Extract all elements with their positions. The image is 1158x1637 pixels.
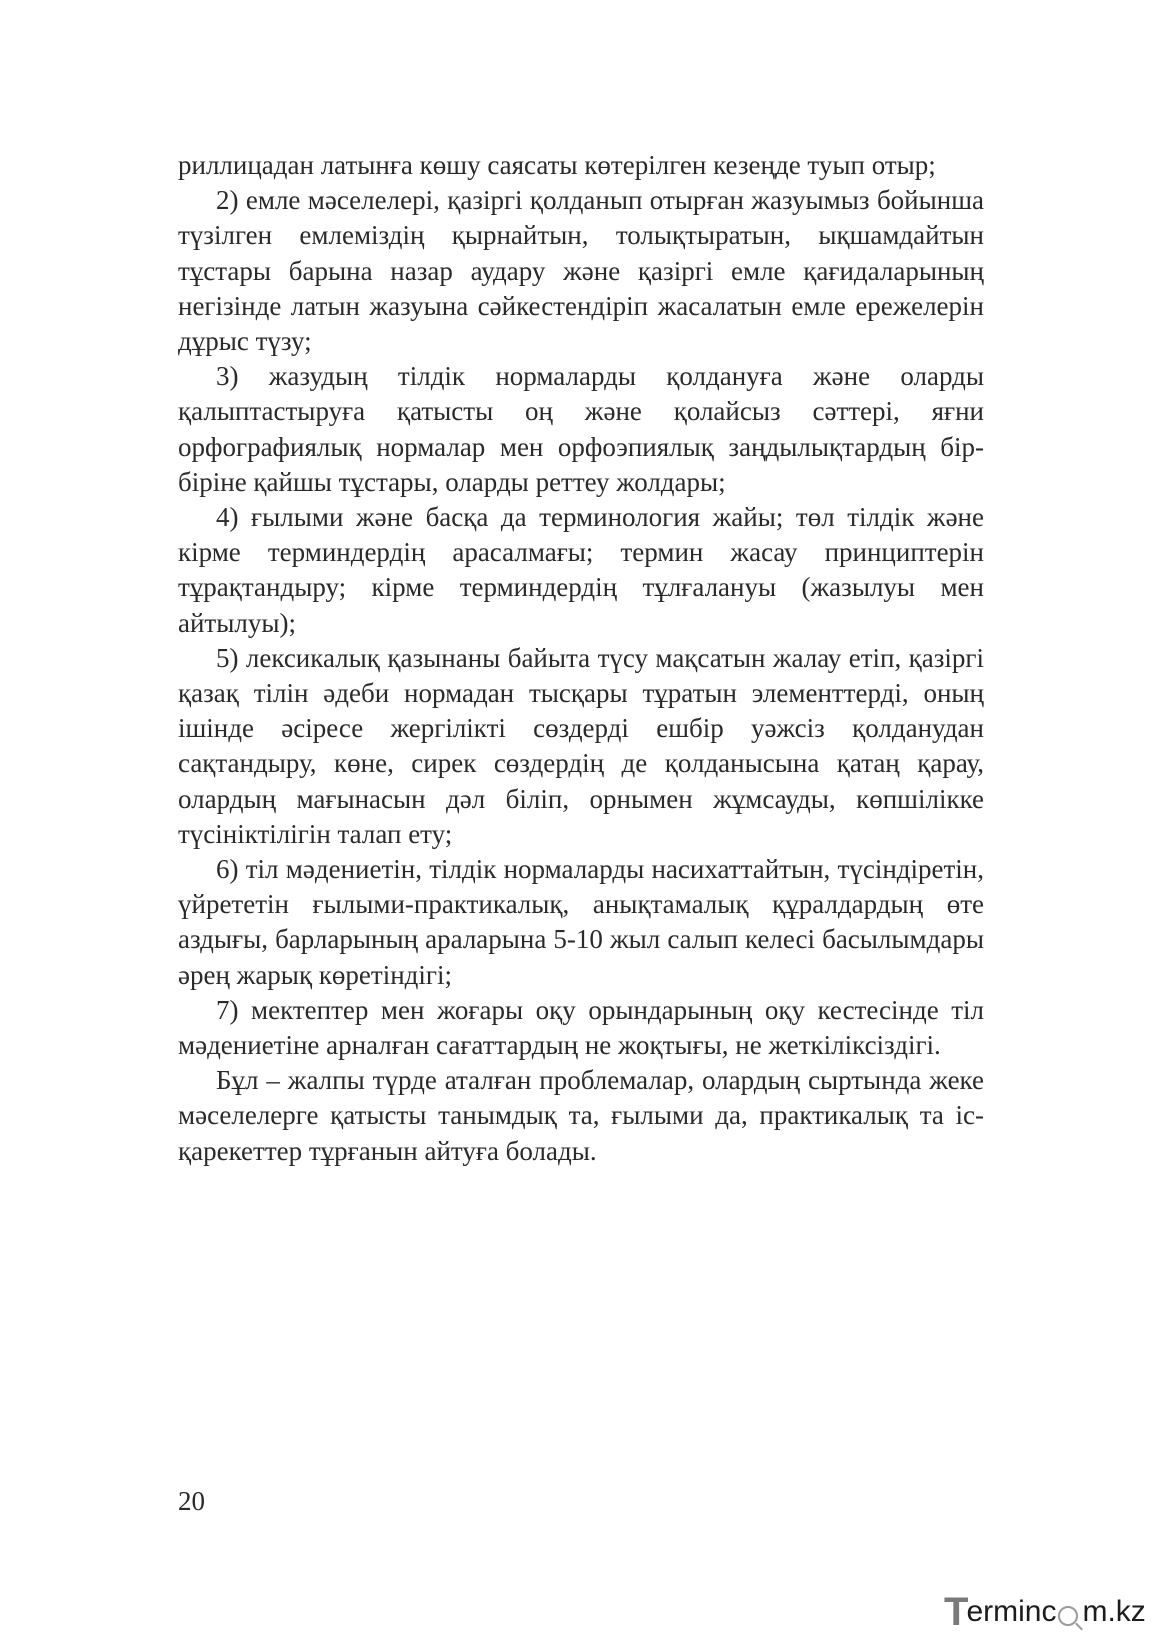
watermark-letter-t: T (944, 1589, 969, 1634)
watermark-text-suffix: m.kz (1082, 1595, 1146, 1628)
watermark-text-middle: erminc (966, 1595, 1057, 1628)
body-text (178, 148, 984, 1169)
paragraph-6: 7) мектептер мен жоғары оқу орындарының оқу кестесінде тіл мәдениетіне арналған сағаттардың не жоқтығы, не жеткіліксіздігі. (178, 994, 984, 1061)
paragraph-7: Бұл – жалпы түрде аталған проблемалар, олардың сыртында жеке мәселелерге қатысты танымдық та, ғылыми да, практикалық та іс-қарекеттер тұрғанын айтуға болады. (178, 1065, 984, 1166)
paragraph-3: 4) ғылыми және басқа да терминология жайы; төл тілдік және кірме терминдердің арасалмағы; термин жасау принциптерін тұрақтандыру; кірме терминдердің тұлғалануы (жазылуы мен айтылуы); (178, 502, 984, 638)
page-number: 20 (178, 1486, 205, 1516)
paragraph-1: 2) емле мәселелері, қазіргі қолданып отырған жазуымыз бойынша түзілген емлеміздің қырнайтын, толықтыратын, ықшамдайтын тұстары барына назар аудару және қазіргі емле қағидаларының негізінде латын жазуына сәйкестендіріп жасалатын емле ережелерін дұрыс түзу; (178, 185, 984, 357)
paragraph-5: 6) тіл мәдениетін, тілдік нормаларды насихаттайтын, түсіндіретін, үйрететін ғылыми-практикалық, анықтамалық құралдардың өте аздығы, барларының араларына 5-10 жыл салып келесі басылымдары әрең жарық көретіндігі; (178, 854, 984, 990)
site-watermark-logo (944, 1589, 1146, 1634)
paragraph-0: риллицадан латынға көшу саясаты көтерілген кезеңде туып отыр; (178, 150, 936, 180)
paragraph-4: 5) лексикалық қазынаны байыта түсу мақсатын жалау етіп, қазіргі қазақ тілін әдеби нормадан тысқары тұратын элементтерді, оның ішінде әсіресе жергілікті сөздерді ешбір уәжсіз қолданудан сақтандыру, көне, сирек сөздердің де қолданысына қатаң қарау, олардың мағынасын дәл біліп, орнымен жұмсауды, көпшілікке түсініктілігін талап ету; (178, 642, 984, 849)
paragraph-2: 3) жазудың тілдік нормаларды қолдануға және оларды қалыптастыруға қатысты оң және қолайсыз сәттері, яғни орфографиялық нормалар мен орфоэпиялық заңдылықтардың бір-біріне қайшы тұстары, оларды реттеу жолдары; (178, 361, 984, 497)
magnifier-icon (1058, 1606, 1078, 1626)
